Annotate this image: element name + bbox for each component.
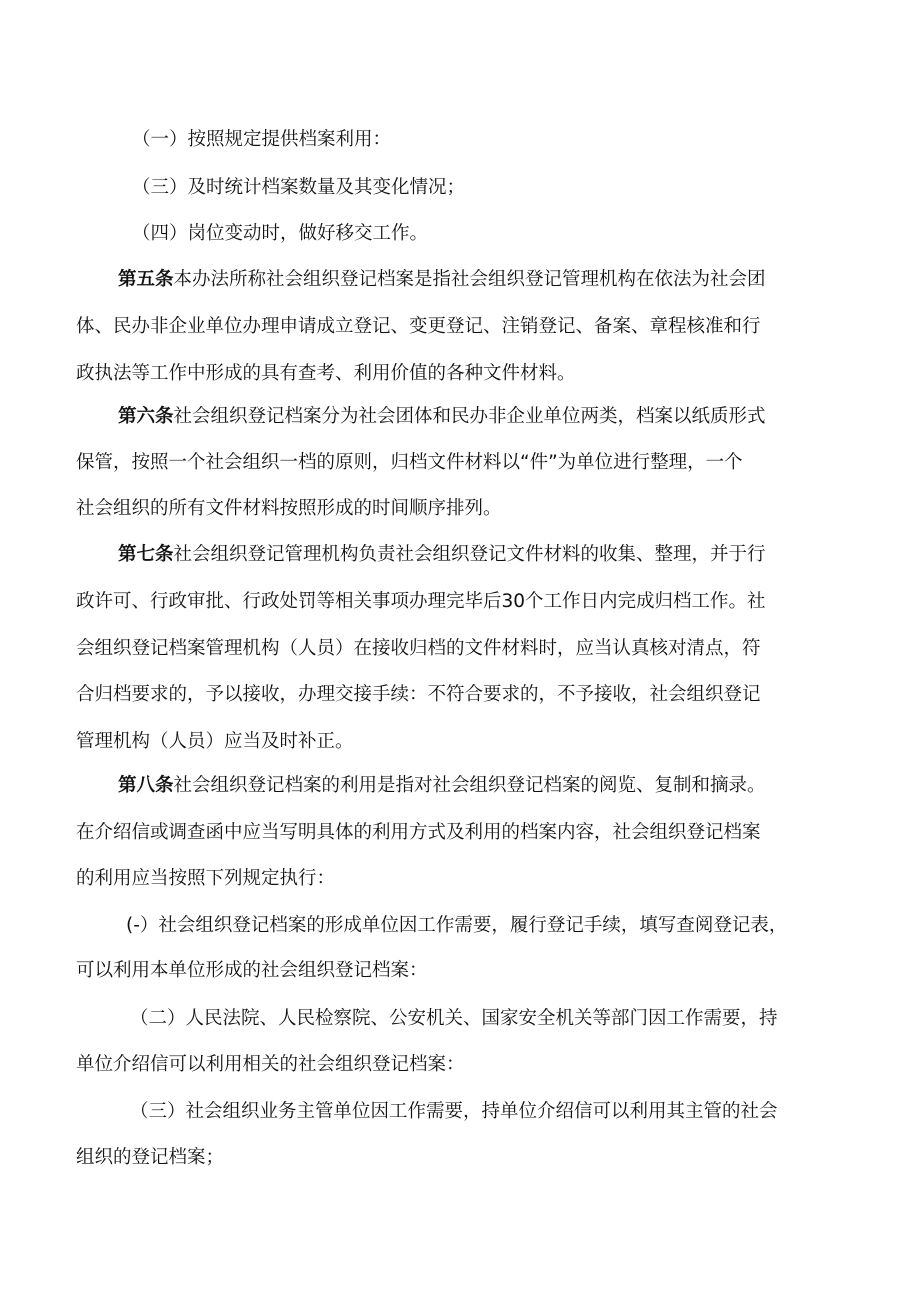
sub-item-3-line-2: 组织的登记档案； — [76, 1147, 225, 1168]
article-6-line-1 — [118, 405, 920, 429]
article-8-line-1 — [118, 774, 920, 798]
article-6-line-3: 社会组织的所有文件材料按照形成的时间顺序排列。 — [76, 498, 502, 519]
article-text: 社会组织登记档案分为社会团体和民办非企业单位两类，档案以纸质形式 — [173, 406, 766, 427]
article-text: 社会组织登记档案的利用是指对社会组织登记档案的阅览、复制和摘录。 — [173, 775, 766, 796]
article-5-line-1 — [118, 268, 920, 292]
article-heading: 第五条 — [118, 269, 174, 290]
list-item: （一）按照规定提供档案利用： — [132, 129, 392, 150]
article-heading: 第六条 — [118, 406, 174, 427]
sub-item-2-line-2: 单位介绍信可以利用相关的社会组织登记档案： — [76, 1054, 465, 1075]
sub-item-3-line-1: （三）社会组织业务主管单位因工作需要，持单位介绍信可以利用其主管的社会 — [130, 1101, 778, 1122]
sub-item-2-line-1: （二）人民法院、人民检察院、公安机关、国家安全机关等部门因工作需要，持 — [130, 1008, 778, 1029]
sub-item-1-line-1: (-）社会组织登记档案的形成单位因工作需要，履行登记手续，填写查阅登记表， — [126, 915, 788, 936]
article-7-line-2: 政许可、行政审批、行政处罚等相关事项办理完毕后30个工作日内完成归档工作。社 — [76, 591, 766, 612]
article-heading: 第七条 — [118, 544, 174, 565]
article-heading: 第八条 — [118, 775, 174, 796]
list-item: （四）岗位变动时，做好移交工作。 — [132, 223, 429, 244]
article-text: 社会组织登记管理机构负责社会组织登记文件材料的收集、整理，并于行 — [173, 544, 766, 565]
article-7-line-1 — [118, 543, 920, 567]
article-7-line-3: 会组织登记档案管理机构（人员）在接收归档的文件材料时，应当认真核对清点，符 — [76, 638, 761, 659]
article-7-line-5: 管理机构（人员）应当及时补正。 — [76, 731, 354, 752]
article-5-line-2: 体、民办非企业单位办理申请成立登记、变更登记、注销登记、备案、章程核准和行 — [76, 316, 761, 337]
article-text: 本办法所称社会组织登记档案是指社会组织登记管理机构在依法为社会团 — [173, 269, 766, 290]
article-5-line-3: 政执法等工作中形成的具有查考、利用价值的各种文件材料。 — [76, 363, 576, 384]
article-6-line-2: 保管，按照一个社会组织一档的原则，归档文件材料以“件”为单位进行整理，一个 — [76, 452, 743, 473]
sub-item-1-line-2: 可以利用本单位形成的社会组织登记档案： — [76, 960, 428, 981]
article-7-line-4: 合归档要求的，予以接收，办理交接手续：不符合要求的，不予接收，社会组织登记 — [76, 684, 761, 705]
article-8-line-3: 的利用应当按照下列规定执行： — [76, 868, 336, 889]
article-8-line-2: 在介绍信或调查函中应当写明具体的利用方式及利用的档案内容，社会组织登记档案 — [76, 822, 761, 843]
list-item: （三）及时统计档案数量及其变化情况； — [132, 177, 466, 198]
